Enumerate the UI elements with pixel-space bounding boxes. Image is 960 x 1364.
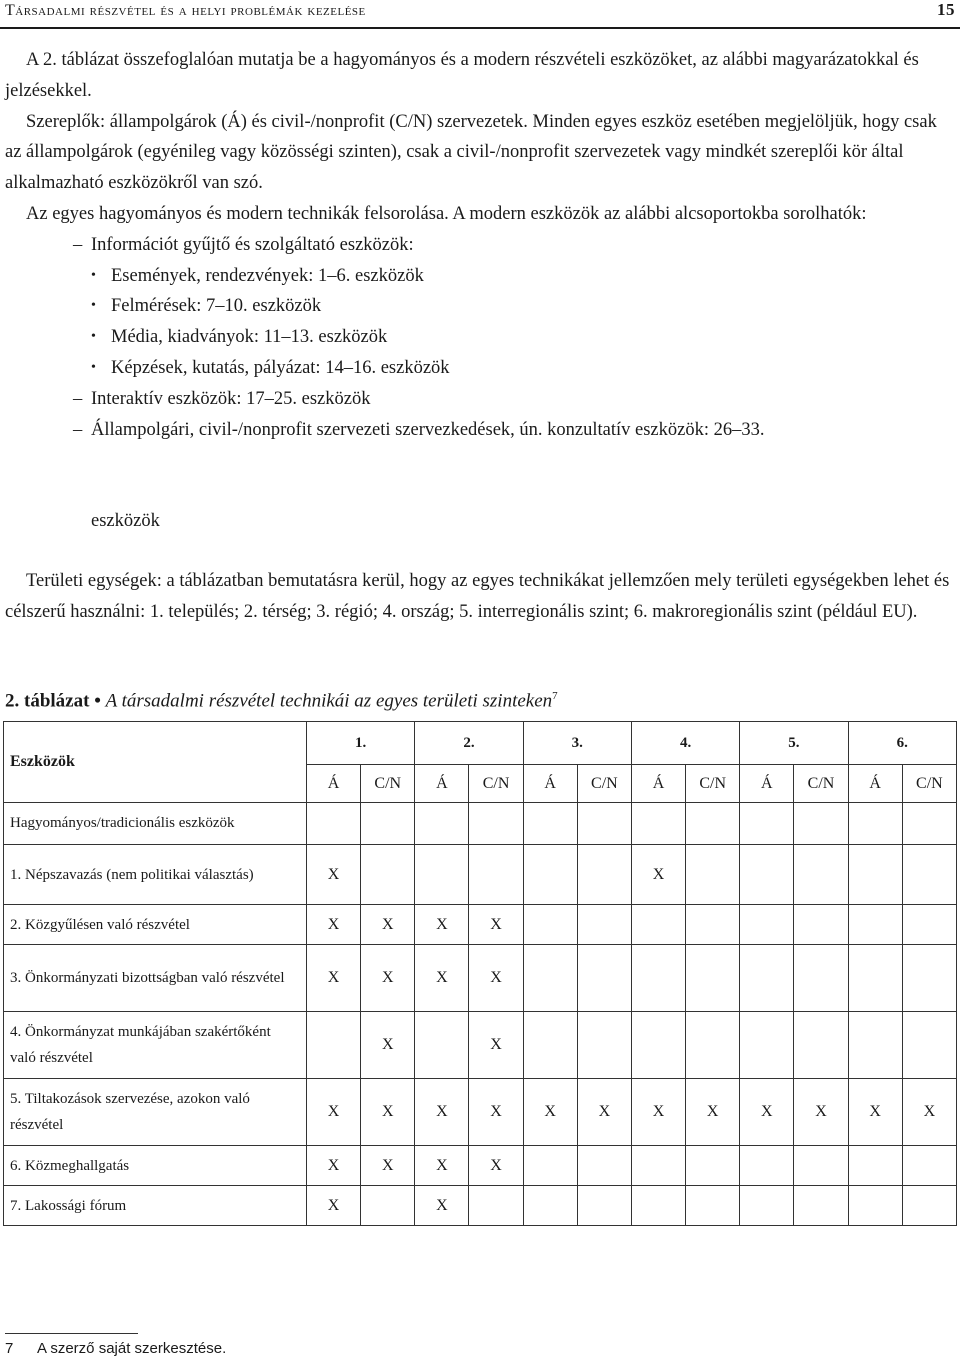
level-cell [361, 1186, 415, 1226]
level-header: 6. [848, 722, 956, 765]
tool-name: 5. Tiltakozások szervezése, azokon való részvétel [4, 1079, 307, 1146]
actor-header: Á [848, 765, 902, 803]
level-cell [415, 845, 469, 905]
list-item [5, 322, 955, 353]
level-cell [740, 1012, 794, 1079]
level-cell [740, 1186, 794, 1226]
level-cell [902, 1146, 956, 1186]
footnote-rule [5, 1333, 138, 1334]
level-cell [848, 845, 902, 905]
bullet-icon: • [91, 267, 96, 283]
group-label: Információt gyűjtő és szolgáltató eszközök: [91, 234, 414, 255]
level-cell [848, 1146, 902, 1186]
level-cell: X [631, 1079, 685, 1146]
level-cell [523, 945, 577, 1012]
level-cell [631, 1012, 685, 1079]
level-cell [902, 945, 956, 1012]
tool-groups-list [5, 230, 955, 446]
footnote-ref: 7 [552, 690, 558, 702]
running-head-title: Társadalmi részvétel és a helyi problémák kezelése [5, 2, 366, 19]
caption-separator: • [89, 690, 106, 712]
table-row [4, 1079, 957, 1146]
header-rule [0, 27, 960, 29]
level-cell [577, 905, 631, 945]
level-cell [740, 1146, 794, 1186]
tool-name: 6. Közmeghallgatás [4, 1146, 307, 1186]
level-header: 3. [523, 722, 631, 765]
level-cell [902, 1186, 956, 1226]
level-cell [902, 845, 956, 905]
level-cell [848, 1186, 902, 1226]
tool-name: 2. Közgyűlésen való részvétel [4, 905, 307, 945]
actor-header: Á [740, 765, 794, 803]
tool-name: 4. Önkormányzat munkájában szakértőként való részvétel [4, 1012, 307, 1079]
level-cell [577, 1012, 631, 1079]
level-cell [631, 1146, 685, 1186]
intro-text [5, 45, 955, 445]
level-cell: X [469, 1146, 523, 1186]
level-cell [307, 1012, 361, 1079]
level-cell [848, 905, 902, 945]
level-cell [686, 1186, 740, 1226]
section-label: Hagyományos/tradicionális eszközök [4, 803, 307, 845]
level-cell: X [307, 1079, 361, 1146]
level-cell [631, 945, 685, 1012]
territorial-paragraph: Területi egységek: a táblázatban bemutatásra kerül, hogy az egyes technikákat jellemzően mely területi egységekben lehet és célszerű használni: 1. település; 2. térség; 3. régió; 4. ország; 5. interregionális szint; 6. makroregionális szint (például EU). [5, 571, 950, 622]
actor-header: C/N [794, 765, 848, 803]
level-cell [686, 905, 740, 945]
actor-header: Á [523, 765, 577, 803]
dash-marker: – [73, 419, 83, 440]
actor-header: C/N [902, 765, 956, 803]
level-cell [577, 1186, 631, 1226]
level-cell [631, 905, 685, 945]
list-item [5, 415, 955, 446]
level-cell [794, 905, 848, 945]
running-head [5, 0, 955, 26]
level-cell [523, 905, 577, 945]
level-cell: X [307, 945, 361, 1012]
level-cell: X [469, 1012, 523, 1079]
list-item [5, 230, 955, 261]
table-body [4, 803, 957, 1226]
list-item [5, 291, 955, 322]
tool-name: 1. Népszavazás (nem politikai választás) [4, 845, 307, 905]
section-row [4, 803, 957, 845]
level-cell: X [794, 1079, 848, 1146]
dash-marker: – [73, 234, 83, 255]
territorial-text [5, 566, 955, 628]
level-header: 1. [307, 722, 415, 765]
level-cell [848, 945, 902, 1012]
table-caption [5, 690, 558, 712]
level-cell [415, 1012, 469, 1079]
actor-header: Á [415, 765, 469, 803]
level-cell [686, 1012, 740, 1079]
level-cell: X [740, 1079, 794, 1146]
page-number: 15 [937, 0, 955, 19]
level-header: 5. [740, 722, 848, 765]
group-label: Interaktív eszközök: 17–25. eszközök [91, 388, 371, 409]
level-cell: X [523, 1079, 577, 1146]
tool-name: 7. Lakossági fórum [4, 1186, 307, 1226]
level-cell: X [902, 1079, 956, 1146]
level-cell: X [415, 1186, 469, 1226]
level-cell [361, 845, 415, 905]
level-cell [469, 845, 523, 905]
level-cell [740, 945, 794, 1012]
level-cell: X [361, 1079, 415, 1146]
table-number: 2. táblázat [5, 690, 90, 712]
bullet-icon: • [91, 359, 96, 375]
level-cell: X [686, 1079, 740, 1146]
level-header: 4. [631, 722, 739, 765]
level-cell [794, 1186, 848, 1226]
tools-header: Eszközök [4, 722, 307, 803]
level-cell [740, 905, 794, 945]
list-item [5, 353, 955, 384]
subgroup-label: Felmérések: 7–10. eszközök [111, 296, 322, 317]
level-cell: X [415, 1079, 469, 1146]
table-title: A társadalmi részvétel technikái az egyes területi szinteken [105, 690, 553, 712]
level-cell [794, 1146, 848, 1186]
level-cell: X [415, 905, 469, 945]
actor-header: C/N [469, 765, 523, 803]
table-row [4, 945, 957, 1012]
level-cell: X [361, 1012, 415, 1079]
level-cell [523, 1146, 577, 1186]
level-cell [523, 1012, 577, 1079]
actor-header: C/N [361, 765, 415, 803]
bullet-icon: • [91, 298, 96, 314]
bullet-icon: • [91, 329, 96, 345]
intro-paragraph-1: A 2. táblázat összefoglalóan mutatja be a hagyományos és a modern részvételi eszközöket, az alábbi magyarázatokkal és jelzésekkel. [5, 50, 919, 101]
level-cell: X [361, 1146, 415, 1186]
level-cell [848, 1012, 902, 1079]
level-cell [686, 1146, 740, 1186]
level-cell [577, 945, 631, 1012]
footnote-number: 7 [5, 1340, 14, 1357]
level-cell [577, 845, 631, 905]
actor-header: C/N [577, 765, 631, 803]
actor-header: Á [307, 765, 361, 803]
level-cell [686, 845, 740, 905]
level-cell [631, 1186, 685, 1226]
footnote [5, 1340, 226, 1357]
level-cell [902, 905, 956, 945]
level-cell: X [307, 1146, 361, 1186]
table-row [4, 1186, 957, 1226]
level-cell: X [307, 905, 361, 945]
level-cell [577, 1146, 631, 1186]
level-cell [794, 1012, 848, 1079]
list-item [5, 261, 955, 292]
list-item [5, 384, 955, 415]
level-cell: X [469, 1079, 523, 1146]
level-cell: X [469, 905, 523, 945]
level-cell [469, 1186, 523, 1226]
tool-name: 3. Önkormányzati bizottságban való részvétel [4, 945, 307, 1012]
level-cell [523, 1186, 577, 1226]
table-row [4, 1012, 957, 1079]
level-cell: X [469, 945, 523, 1012]
techniques-table [3, 721, 957, 1226]
table-row [4, 1146, 957, 1186]
level-cell: X [307, 1186, 361, 1226]
level-cell: X [307, 845, 361, 905]
level-cell [523, 845, 577, 905]
level-header-row [4, 722, 957, 765]
level-cell [902, 1012, 956, 1079]
group-label: Állampolgári, civil-/nonprofit szervezeti szervezkedések, ún. konzultatív eszközök: 26–33. [91, 419, 765, 440]
actor-header: Á [631, 765, 685, 803]
level-cell: X [848, 1079, 902, 1146]
footnote-text: A szerző saját szerkesztése. [37, 1340, 227, 1357]
level-cell: X [577, 1079, 631, 1146]
intro-paragraph-2: Szereplők: állampolgárok (Á) és civil-/nonprofit (C/N) szervezetek. Minden egyes eszköz esetében megjelöljük, hogy csak az állampolgárok (egyénileg vagy közösségi szinten), csak a civil-/nonprofit szervezetek vagy mindkét szereplői kör által alkalmazható eszközökről van szó. [5, 111, 937, 194]
level-cell [740, 845, 794, 905]
level-cell [794, 945, 848, 1012]
list-continuation [5, 506, 955, 537]
table-row [4, 905, 957, 945]
subgroup-label: Események, rendezvények: 1–6. eszközök [111, 265, 424, 286]
level-cell [686, 945, 740, 1012]
level-cell: X [415, 945, 469, 1012]
subgroup-label: Képzések, kutatás, pályázat: 14–16. eszközök [111, 357, 450, 378]
level-cell [794, 845, 848, 905]
intro-paragraph-3: Az egyes hagyományos és modern technikák felsorolása. A modern eszközök az alábbi alcsoportokba sorolhatók: [26, 203, 867, 224]
actor-header: C/N [686, 765, 740, 803]
group-label-continuation: eszközök [91, 511, 160, 531]
level-cell: X [631, 845, 685, 905]
dash-marker: – [73, 388, 83, 409]
table-row [4, 845, 957, 905]
subgroup-label: Média, kiadványok: 11–13. eszközök [111, 327, 388, 348]
level-header: 2. [415, 722, 523, 765]
level-cell: X [361, 945, 415, 1012]
level-cell: X [415, 1146, 469, 1186]
level-cell: X [361, 905, 415, 945]
